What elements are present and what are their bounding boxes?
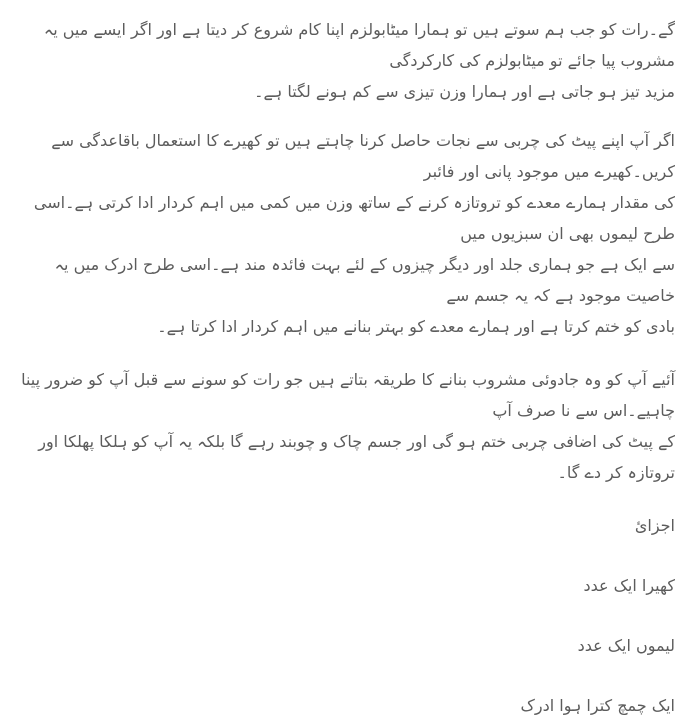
paragraph-benefits: اگر آپ اپنے پیٹ کی چربی سے نجات حاصل کرنا چاہتے ہیں تو کھیرے کا استعمال باقاعدگی سے کریں۔کھیرے میں موجود پانی اور فائبر کی مقدار ہمارے معدے کو تروتازہ کرنے کے ساتھ وزن میں کمی میں اہم کردار ادا کرتی ہے۔اسی طرح لیموں بھی ان سبزیوں میں سے ایک ہے جو ہماری جلد اور دیگر چیزوں کے لئے بہت فائدہ مند ہے۔اسی طرح ادرک میں یہ خاصیت موجود ہے کہ یہ جسم سے بادی کو ختم کرتا ہے اور ہمارے معدے کو بہتر بنانے میں اہم کردار ادا کرتا ہے۔ — [33, 131, 675, 336]
article-body — [10, 0, 675, 721]
ingredients-heading: اجزائ — [634, 516, 675, 535]
ingredients-list — [10, 570, 675, 721]
ingredient-item: کھیرا ایک عدد — [583, 576, 675, 595]
paragraph-recipe-intro: آئیے آپ کو وہ جادوئی مشروب بنانے کا طریقہ بتاتے ہیں جو رات کو سونے سے قبل آپ کو ضرور پینا چاہیے۔اس سے نا صرف آپ کے پیٹ کی اضافی چربی ختم ہو گی اور جسم چاک و چوبند رہے گا بلکہ یہ آپ کو ہلکا پھلکا اور تروتازہ کر دے گا۔ — [21, 370, 675, 482]
paragraph-intro: گے۔رات کو جب ہم سوتے ہیں تو ہمارا میٹابولزم اپنا کام شروع کر دیتا ہے اور اگر ایسے میں یہ مشروب پیا جائے تو میٹابولزم کی کارکردگی مزید تیز ہو جاتی ہے اور ہمارا وزن تیزی سے کم ہونے لگتا ہے۔ — [43, 20, 675, 101]
ingredient-item: ایک چمچ کترا ہوا ادرک — [520, 696, 675, 715]
ingredient-item: لیموں ایک عدد — [577, 636, 675, 655]
